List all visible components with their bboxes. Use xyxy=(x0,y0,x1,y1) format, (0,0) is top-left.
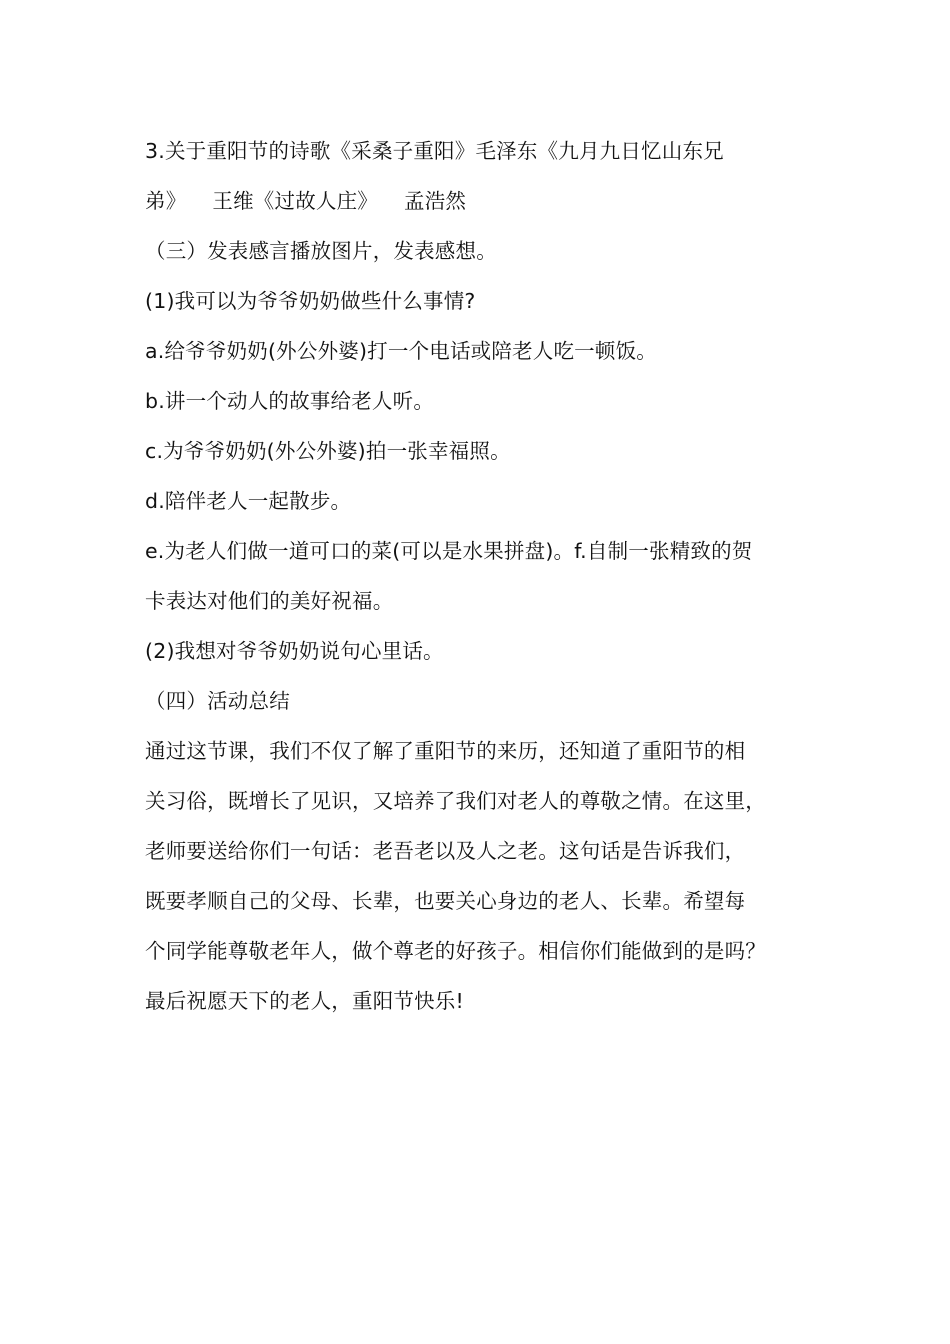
question-2: (2)我想对爷爷奶奶说句心里话。 xyxy=(145,639,444,663)
section-3-heading: （三）发表感言播放图片，发表感想。 xyxy=(145,239,497,263)
summary-line: 个同学能尊敬老年人，做个尊老的好孩子。相信你们能做到的是吗？ xyxy=(145,939,766,963)
list-item-b: b.讲一个动人的故事给老人听。 xyxy=(145,389,435,413)
summary-line: 最后祝愿天下的老人，重阳节快乐! xyxy=(145,989,464,1013)
summary-line: 关习俗，既增长了见识，又培养了我们对老人的尊敬之情。在这里， xyxy=(145,789,766,813)
summary-line: 老师要送给你们一句话：老吾老以及人之老。这句话是告诉我们， xyxy=(145,839,746,863)
poem-line-2-part-b: 王维《过故人庄》 xyxy=(212,189,379,213)
poem-line-2-part-c: 孟浩然 xyxy=(404,189,467,213)
poem-line-2-part-a: 弟》 xyxy=(145,189,187,213)
list-item-c: c.为爷爷奶奶(外公外婆)拍一张幸福照。 xyxy=(145,439,511,463)
list-item-d: d.陪伴老人一起散步。 xyxy=(145,489,352,513)
summary-line: 既要孝顺自己的父母、长辈，也要关心身边的老人、长辈。希望每 xyxy=(145,889,746,913)
list-item-a: a.给爷爷奶奶(外公外婆)打一个电话或陪老人吃一顿饭。 xyxy=(145,339,657,363)
section-4-heading: （四）活动总结 xyxy=(145,689,290,713)
poem-line-2 xyxy=(145,186,825,216)
summary-line: 通过这节课，我们不仅了解了重阳节的来历，还知道了重阳节的相 xyxy=(145,739,746,763)
list-item-e-line-1: e.为老人们做一道可口的菜(可以是水果拼盘)。f.自制一张精致的贺 xyxy=(145,539,753,563)
list-item-e-line-2: 卡表达对他们的美好祝福。 xyxy=(145,589,394,613)
question-1: (1)我可以为爷爷奶奶做些什么事情? xyxy=(145,289,476,313)
poem-line-1: 3.关于重阳节的诗歌《采桑子重阳》毛泽东《九月九日忆山东兄 xyxy=(145,139,724,163)
